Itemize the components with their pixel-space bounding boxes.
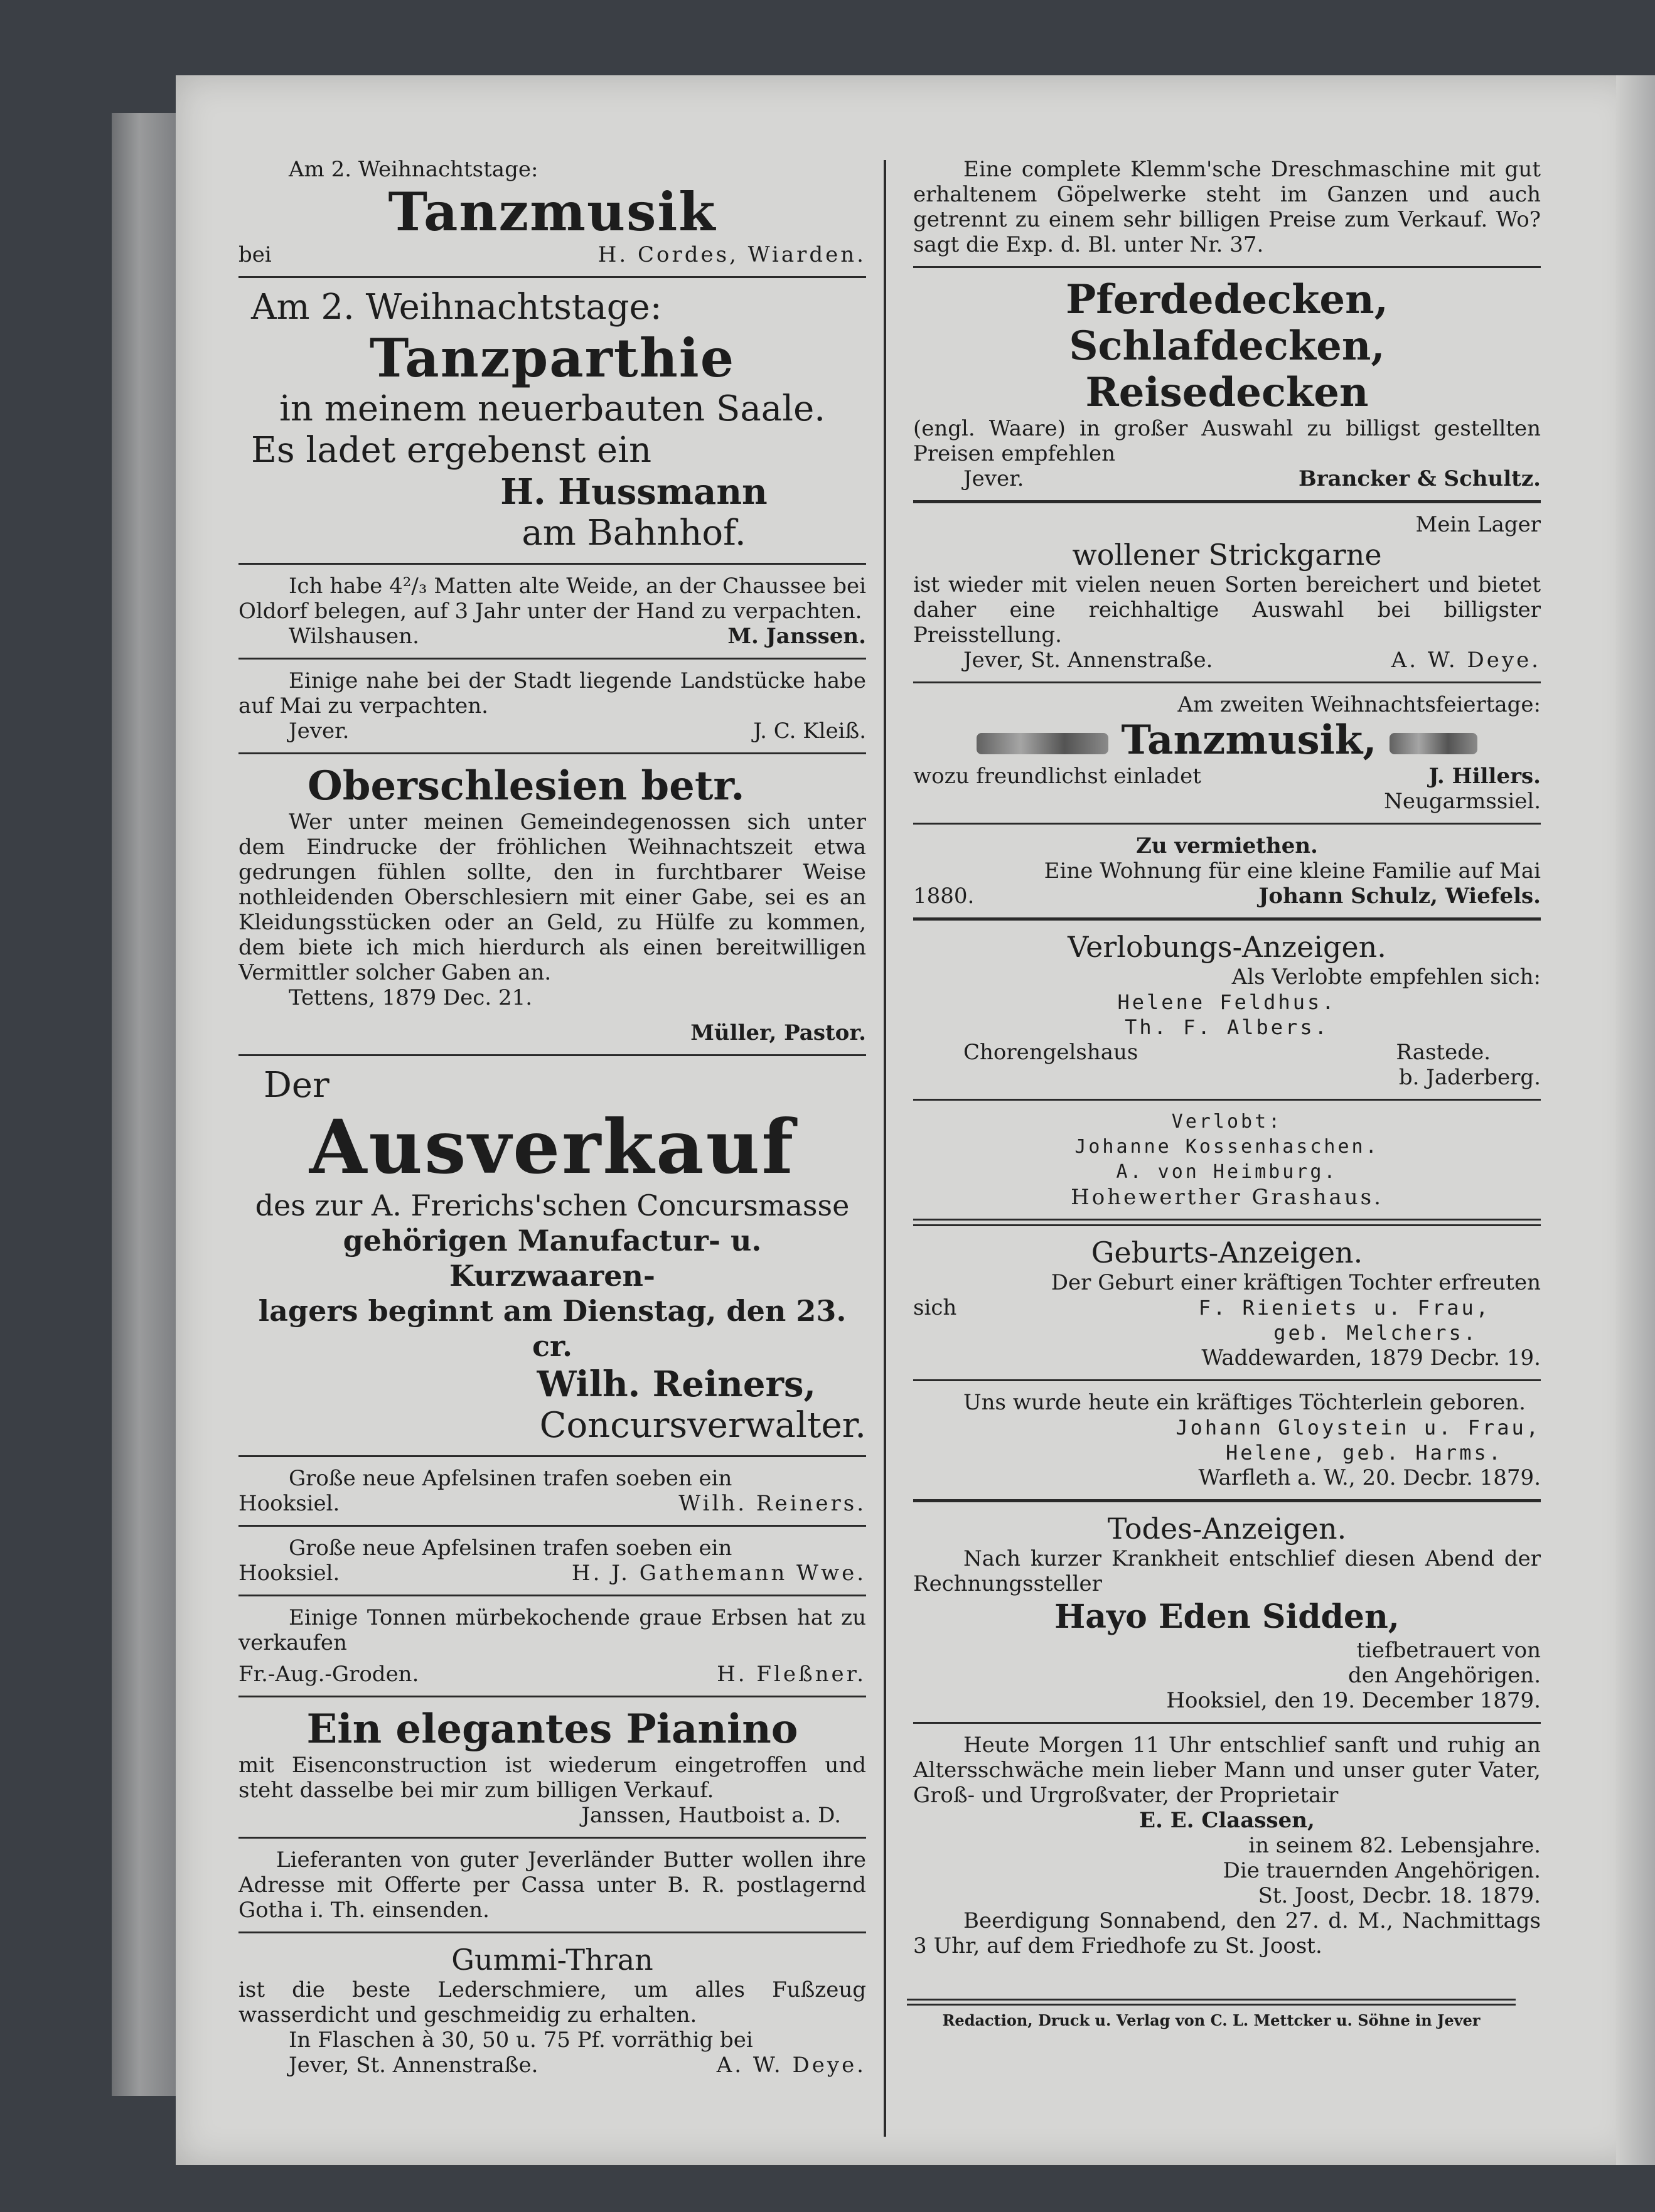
separator [913, 917, 1541, 921]
ad-line: Große neue Apfelsinen trafen soeben ein [289, 1536, 732, 1561]
ad-name: Helene, geb. Harms. [1225, 1441, 1503, 1465]
ad-pianino [238, 1706, 866, 1828]
ad-line: Der Geburt einer kräftigen Tochter erfreuten [1051, 1270, 1541, 1295]
ad-signature-row [238, 624, 866, 649]
separator [913, 1099, 1541, 1101]
ad-title: Verlobt: [1171, 1111, 1283, 1133]
ad-place: Jever, St. Annenstraße. [963, 648, 1213, 673]
ad-date: Hooksiel, den 19. December 1879. [1166, 1688, 1541, 1713]
ad-signature-row [913, 648, 1541, 673]
ad-name: E. E. Claassen, [1139, 1808, 1315, 1833]
ad-tod-claassen [913, 1733, 1541, 1958]
ad-signature-row [238, 242, 866, 267]
ad-ausverkauf [238, 1065, 866, 1446]
book-spine [112, 113, 181, 2096]
ad-title: Zu vermiethen. [1136, 833, 1318, 858]
ad-title: Tanzmusik [388, 181, 717, 243]
ink-smudge [1390, 733, 1477, 754]
ad-gummi-thran [238, 1942, 866, 2078]
ad-title: Todes-Anzeigen. [1107, 1512, 1347, 1546]
separator [238, 1455, 866, 1457]
separator [913, 823, 1541, 825]
ad-line: tiefbetrauert von [1356, 1638, 1541, 1663]
ad-place: Wilshausen. [289, 624, 419, 649]
ad-verlobung [913, 929, 1541, 1090]
ad-title: Ausverkauf [309, 1103, 796, 1190]
ad-signature-row [238, 1561, 866, 1586]
separator [238, 1595, 866, 1596]
ad-line: Die trauernden Angehörigen. [1223, 1858, 1541, 1883]
ad-line: lagers beginnt am Dienstag, den 23. cr. [258, 1294, 847, 1363]
ad-name: Th. F. Albers. [1125, 1015, 1329, 1039]
ad-geburt [913, 1235, 1541, 1370]
ad-text: Heute Morgen 11 Uhr entschlief sanft und ruhig an Altersschwäche mein lieber Mann und unser guter Vater, Groß- und Urgroßvater, der Proprietair [913, 1733, 1541, 1808]
ad-landstuecke [238, 668, 866, 744]
separator [238, 1054, 866, 1056]
ad-text: ist wieder mit vielen neuen Sorten bereichert und bietet daher eine reichhaltige Auswahl bei billigster Preisstellung. [913, 572, 1541, 648]
separator [238, 563, 866, 565]
ad-text: bei [238, 242, 272, 267]
separator [913, 1379, 1541, 1381]
ad-signature-row [913, 466, 1541, 491]
ad-name: M. Janssen. [727, 624, 866, 649]
ad-text: sich [913, 1295, 957, 1320]
ad-name: F. Rieniets u. Frau, [1198, 1296, 1491, 1320]
ad-title: Ein elegantes Pianino [306, 1706, 798, 1753]
ad-line: des zur A. Frerichs'schen Concursmasse [255, 1189, 850, 1222]
ad-tanzmusik-cordes [238, 157, 866, 267]
ad-title: Pferdedecken, Schlafdecken, [1066, 276, 1388, 370]
ad-line: gehörigen Manufactur- u. Kurzwaaren- [343, 1224, 762, 1293]
ad-date: Waddewarden, 1879 Decbr. 19. [1201, 1345, 1541, 1370]
ad-place: Rastede. [1396, 1040, 1491, 1065]
ad-signature-row [913, 1295, 1541, 1320]
ad-line: den Angehörigen. [1347, 1663, 1541, 1688]
ad-title: Gummi-Thran [451, 1943, 653, 1977]
separator [913, 1499, 1541, 1502]
ad-line: In Flaschen à 30, 50 u. 75 Pf. vorräthig bei [289, 2028, 753, 2053]
ad-text: Wer unter meinen Gemeindegenossen sich unter dem Eindrucke der fröhlichen Weihnachtszeit etwa gedrungen fühlen sollte, den in furchtbarer Weise nothleidenden Oberschlesiern mit einer Gabe, sei es an Kleidungsstücken oder an Geld, zu Hülfe zu kommen, dem biete ich mich hierdurch als einen bereitwilligen Vermittler solcher Gaben an. [238, 809, 866, 985]
ad-text: (engl. Waare) in großer Auswahl zu billigst gestellten Preisen empfehlen [913, 416, 1541, 466]
ad-place: b. Jaderberg. [1398, 1065, 1541, 1090]
ad-name: Johanne Kossenhaschen. [1074, 1136, 1379, 1158]
ad-name: A. W. Deye. [1391, 648, 1541, 673]
ad-text: Nach kurzer Krankheit entschlief diesen Abend der Rechnungssteller [913, 1546, 1541, 1596]
ad-line: Es ladet ergebenst ein [251, 430, 652, 471]
separator [913, 266, 1541, 268]
ad-line: Am zweiten Weihnachtsfeiertage: [1177, 692, 1541, 717]
ad-place: Hooksiel. [238, 1561, 340, 1586]
ad-line: Am 2. Weihnachtstage: [289, 157, 538, 182]
ad-place: Hohewerther Grashaus. [1071, 1185, 1383, 1210]
ad-text: mit Eisenconstruction ist wiederum eingetroffen und steht dasselbe bei mir zum billigen Verkauf. [238, 1753, 866, 1803]
left-column [238, 157, 866, 2078]
ad-name: A. von Heimburg. [1116, 1161, 1338, 1183]
ad-signature-row [913, 884, 1541, 909]
ad-text: Ich habe 4²/₃ Matten alte Weide, an der Chaussee bei Oldorf belegen, auf 3 Jahr unter der Hand zu verpachten. [238, 574, 866, 624]
ad-place: Jever. [289, 719, 350, 744]
separator [238, 658, 866, 660]
ad-name: Hayo Eden Sidden, [1054, 1598, 1400, 1636]
ad-place: Jever. [963, 466, 1024, 491]
separator [238, 276, 866, 278]
ad-date: Warfleth a. W., 20. Decbr. 1879. [1198, 1465, 1541, 1490]
ad-line: Am 2. Weihnachtstage: [251, 287, 662, 328]
ad-name: A. W. Deye. [716, 2053, 866, 2078]
separator [238, 1525, 866, 1527]
right-column [913, 157, 1541, 1958]
ad-host: H. Hussmann [500, 471, 768, 513]
ad-apfelsinen-reiners [238, 1466, 866, 1516]
ad-title: Oberschlesien betr. [308, 762, 745, 809]
separator [913, 1219, 1541, 1226]
ad-title: Reisedecken [1085, 369, 1369, 416]
ad-name: Helene Feldhus. [1117, 990, 1337, 1014]
ad-signature-row [913, 764, 1541, 789]
ad-line: Der [264, 1065, 329, 1106]
ad-name: J. Hillers. [1428, 764, 1541, 789]
ad-text: Eine complete Klemm'sche Dreschmaschine mit gut erhaltenem Göpelwerke steht im Ganzen und auch getrennt zu einem sehr billigen Preise zum Verkauf. Wo? sagt die Exp. d. Bl. unter Nr. 37. [913, 157, 1541, 257]
separator [913, 1722, 1541, 1724]
ad-place: Fr.-Aug.-Groden. [238, 1662, 419, 1687]
ad-role: Concursverwalter. [539, 1405, 866, 1446]
ad-verlobt [913, 1109, 1541, 1210]
ad-text: Beerdigung Sonnabend, den 27. d. M., Nachmittags 3 Uhr, auf dem Friedhofe zu St. Joost. [913, 1908, 1541, 1958]
ad-tanzmusik-hillers [913, 692, 1541, 814]
ad-year: 1880. [913, 884, 975, 909]
ad-title: Tanzmusik, [1121, 717, 1377, 764]
ad-tanzparthie [238, 287, 866, 554]
page-edge [1616, 75, 1655, 2165]
ad-title: Geburts-Anzeigen. [1091, 1236, 1363, 1269]
ad-host: H. Cordes, Wiarden. [597, 242, 866, 267]
ad-place-row [913, 1040, 1541, 1065]
ad-name: Johann Schulz, Wiefels. [1258, 884, 1541, 909]
ad-date: Tettens, 1879 Dec. 21. [289, 985, 533, 1010]
separator [913, 681, 1541, 683]
ad-text: Uns wurde heute ein kräftiges Töchterlein geboren. [963, 1390, 1526, 1415]
separator [238, 1696, 866, 1697]
ad-name: H. J. Gathemann Wwe. [571, 1561, 866, 1586]
separator [238, 1837, 866, 1839]
ink-smudge [977, 733, 1108, 754]
ad-title: Tanzparthie [369, 327, 736, 389]
ad-text: Einige nahe bei der Stadt liegende Landstücke habe auf Mai zu verpachten. [238, 668, 866, 719]
ad-apfelsinen-gathemann [238, 1536, 866, 1586]
ad-erbsen [238, 1605, 866, 1687]
ad-signature-row [238, 719, 866, 744]
ad-line: in seinem 82. Lebensjahre. [1248, 1833, 1541, 1858]
ad-name: J. C. Kleiß. [753, 719, 866, 744]
ad-name: geb. Melchers. [1273, 1321, 1478, 1345]
ad-oberschlesien [238, 763, 866, 1045]
column-divider [884, 160, 886, 2137]
separator [913, 500, 1541, 503]
ad-name: Wilh. Reiners, [537, 1364, 816, 1405]
ad-line: Große neue Apfelsinen trafen soeben ein [289, 1466, 732, 1491]
ad-tod-sidden [913, 1511, 1541, 1713]
imprint: Redaction, Druck u. Verlag von C. L. Mettcker u. Söhne in Jever [942, 2011, 1481, 2029]
ad-line: Mein Lager [1415, 512, 1541, 537]
ad-signature-row [238, 1491, 866, 1516]
ad-line: Als Verlobte empfehlen sich: [1231, 964, 1541, 990]
ad-text: ist die beste Lederschmiere, um alles Fußzeug wasserdicht und geschmeidig zu erhalten. [238, 1977, 866, 2028]
ad-line: wozu freundlichst einladet [913, 764, 1201, 789]
ad-toechterlein [913, 1390, 1541, 1490]
ad-dreschmaschine [913, 157, 1541, 257]
ad-vermiethen [913, 833, 1541, 909]
ad-title: wollener Strickgarne [1072, 538, 1382, 572]
ad-line: in meinem neuerbauten Saale. [279, 388, 826, 429]
ad-name: Johann Gloystein u. Frau, [1176, 1416, 1541, 1440]
ad-name: Müller, Pastor. [690, 1020, 866, 1045]
ad-name: H. Fleßner. [717, 1662, 866, 1687]
footer-rule [907, 1999, 1516, 2006]
separator [238, 752, 866, 754]
ad-decken [913, 277, 1541, 491]
ad-place: Chorengelshaus [963, 1040, 1138, 1065]
ad-name: Wilh. Reiners. [678, 1491, 866, 1516]
ad-date: St. Joost, Decbr. 18. 1879. [1258, 1883, 1541, 1908]
ad-text: Eine Wohnung für eine kleine Familie auf Mai [1044, 858, 1541, 884]
ad-place: Neugarmssiel. [1384, 789, 1541, 814]
ad-place: am Bahnhof. [522, 513, 746, 553]
ad-title: Verlobungs-Anzeigen. [1068, 930, 1386, 964]
ad-name: Brancker & Schultz. [1298, 466, 1541, 491]
ad-weide [238, 574, 866, 649]
ad-place: Jever, St. Annenstraße. [289, 2053, 538, 2078]
ad-signature-row [238, 1655, 866, 1687]
ad-name: Janssen, Hautboist a. D. [581, 1803, 841, 1828]
ad-place: Hooksiel. [238, 1491, 340, 1516]
ad-strickgarne [913, 512, 1541, 673]
ad-text: Lieferanten von guter Jeverländer Butter wollen ihre Adresse mit Offerte per Cassa unter B. R. postlagernd Gotha i. Th. einsenden. [238, 1847, 866, 1923]
ad-title-row [913, 717, 1541, 764]
ad-text: Einige Tonnen mürbekochende graue Erbsen hat zu verkaufen [238, 1605, 866, 1655]
separator [238, 1931, 866, 1933]
ad-signature-row [238, 2053, 866, 2078]
ad-butter [238, 1847, 866, 1923]
